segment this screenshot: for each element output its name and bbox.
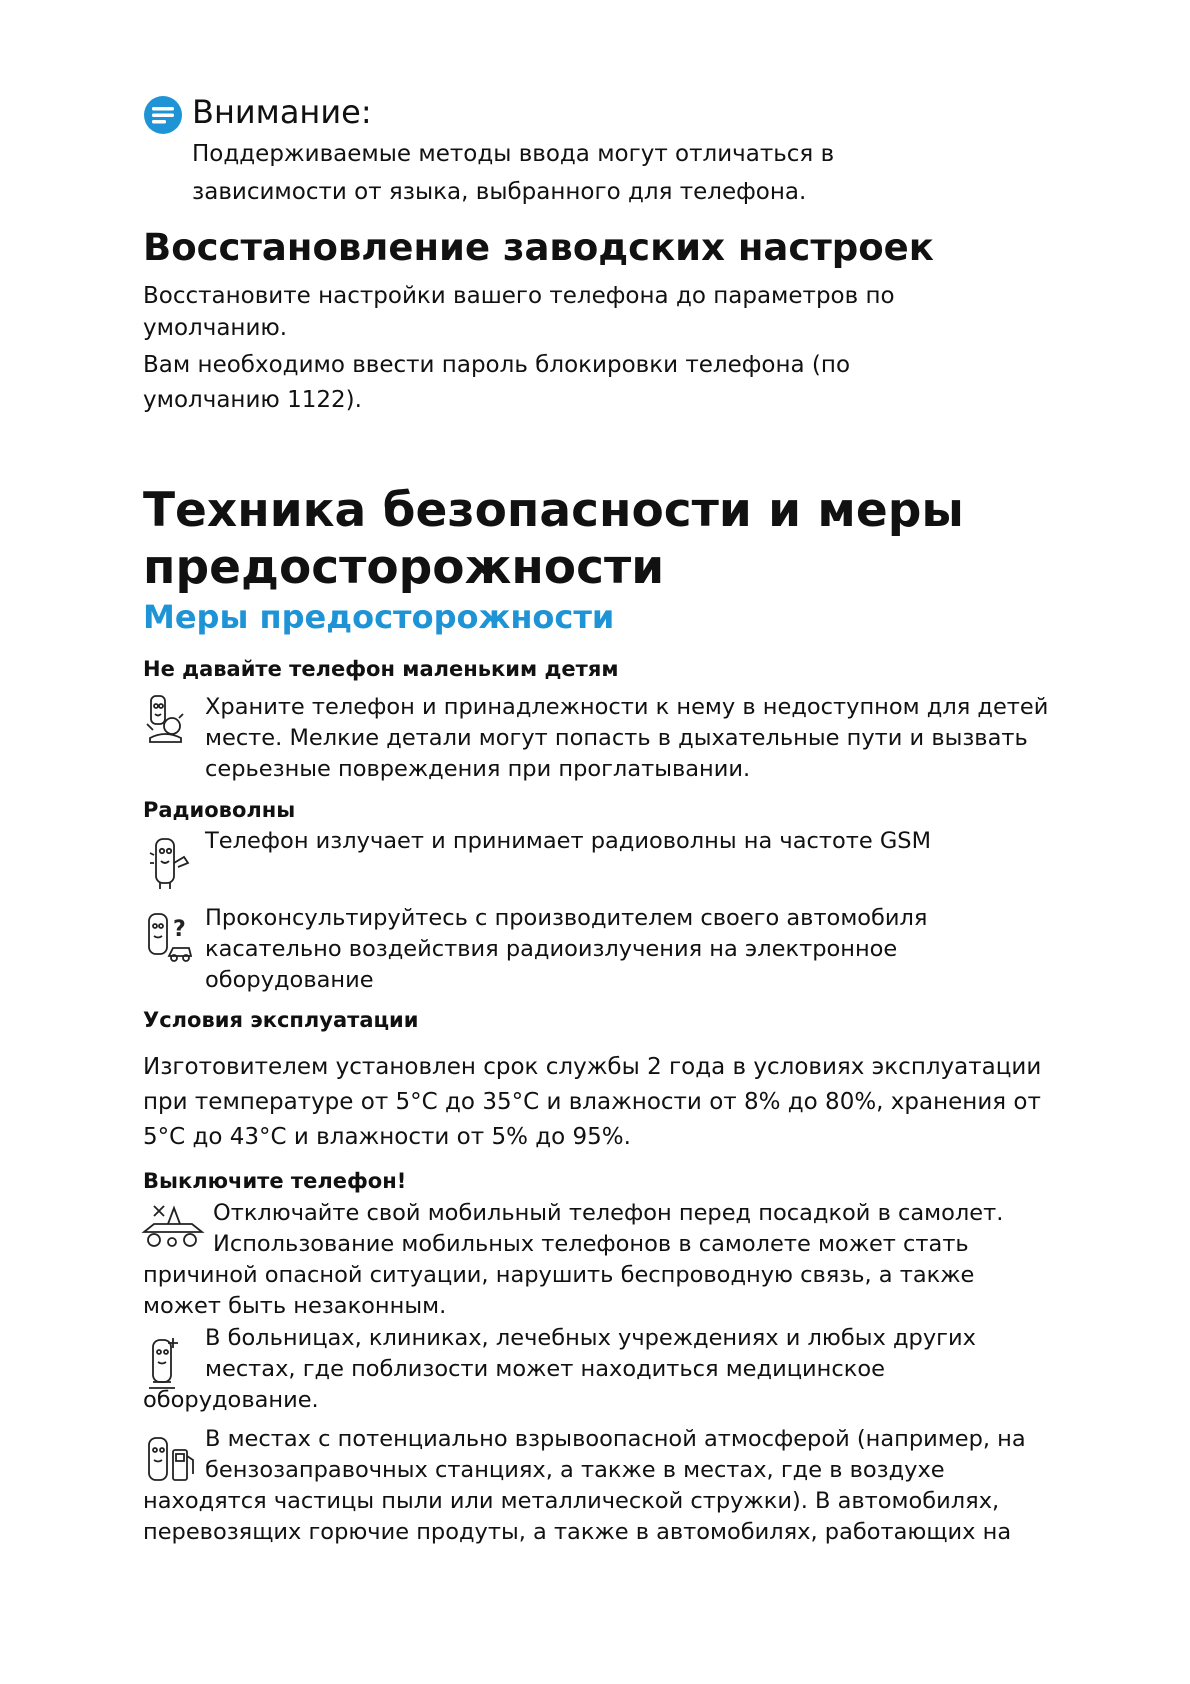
child-icon (145, 694, 185, 746)
radio-heading: Радиоволны (143, 798, 296, 822)
note-icon (143, 95, 183, 135)
hospital-line-1: В больницах, клиниках, лечебных учреждениях и любых других (205, 1325, 976, 1351)
fuel-station-icon (145, 1432, 201, 1488)
explosive-rest: находятся частицы пыли или металлической стружки). В автомобилях, перевозящих горючие продуты, а также в автомобилях, работающих на (143, 1488, 1012, 1545)
precautions-subtitle: Меры предосторожности (143, 598, 615, 636)
explosive-line-1: В местах с потенциально взрывоопасной атмосферой (например, на (205, 1426, 1026, 1452)
operation-heading: Условия эксплуатации (143, 1008, 419, 1032)
car-consult-icon (145, 910, 195, 964)
plane-rest: причиной опасной ситуации, нарушить беспроводную связь, а также может быть незаконным. (143, 1262, 975, 1319)
airplane-icon (140, 1202, 206, 1250)
radio-phone-icon (148, 833, 198, 891)
note-title: Внимание: (192, 93, 372, 131)
radio-text-2: Проконсультируйтесь с производителем своего автомобиля касательно воздействия радиоизлучения на электронное оборудование (205, 905, 928, 993)
safety-chapter-title: Техника безопасности и меры предосторожности (143, 483, 964, 595)
note-text: Поддерживаемые методы ввода могут отличаться в зависимости от языка, выбранного для телефона. (192, 141, 835, 205)
operation-text: Изготовителем установлен срок службы 2 года в условиях эксплуатации при температуре от 5°C до 35°C и влажности от 8% до 80%, хранения от 5°C до 43°C и влажности от 5% до 95%. (143, 1054, 1042, 1150)
explosive-line-2: бензозаправочных станциях, а также в местах, где в воздухе (205, 1457, 945, 1483)
svg-text:?: ? (173, 917, 186, 942)
children-text: Храните телефон и принадлежности к нему в недоступном для детей месте. Мелкие детали могут попасть в дыхательные пути и вызвать серьезные повреждения при проглатывании. (205, 694, 1049, 782)
hospital-rest: оборудование. (143, 1387, 319, 1413)
plane-line-2: Использование мобильных телефонов в самолете может стать (213, 1231, 969, 1257)
children-heading: Не давайте телефон маленьким детям (143, 657, 619, 681)
hospital-line-2: местах, где поблизости может находиться медицинское (205, 1356, 885, 1382)
plane-line-1: Отключайте свой мобильный телефон перед посадкой в самолет. (213, 1200, 1004, 1226)
radio-text-1: Телефон излучает и принимает радиоволны на частоте GSM (205, 828, 931, 854)
factory-reset-heading: Восстановление заводских настроек (143, 226, 934, 269)
switch-off-heading: Выключите телефон! (143, 1169, 407, 1193)
factory-reset-paragraph-2: Вам необходимо ввести пароль блокировки телефона (по умолчанию 1122). (143, 352, 851, 413)
hospital-icon (145, 1332, 191, 1390)
factory-reset-paragraph-1: Восстановите настройки вашего телефона до параметров по умолчанию. (143, 283, 895, 341)
